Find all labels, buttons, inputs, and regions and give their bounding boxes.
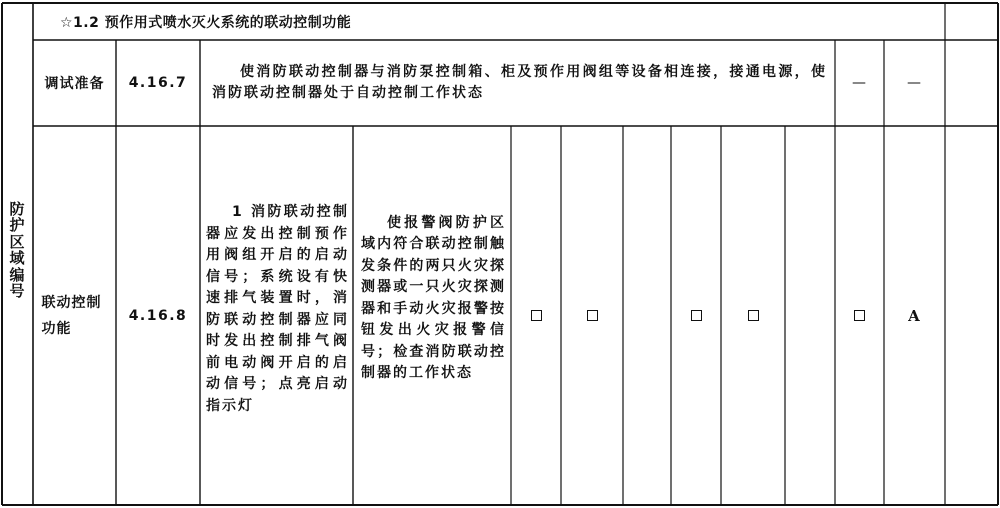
clause-4-16-7: 4.16.7 [128, 75, 188, 91]
section-title: ☆1.2 预作用式喷水灭火系统的联动控制功能 [60, 14, 352, 31]
check-cell-3-empty [623, 126, 671, 505]
item-linkage [33, 126, 116, 505]
side-label [2, 180, 33, 320]
check-cell-4[interactable] [671, 126, 721, 505]
checkbox-1[interactable] [531, 310, 542, 321]
clause-4-16-8: 4.16.8 [128, 307, 188, 324]
checkbox-7[interactable] [854, 310, 865, 321]
check-cell-7[interactable] [835, 126, 884, 505]
requirement-text: 1 消防联动控制器应发出控制预作用阀组开启的启动信号；系统设有快速排气装置时，消防联动控制器应同时发出控制排气阀前电动阀开启的启动信号；点亮启动指示灯 [206, 204, 349, 414]
check-cell-2[interactable] [561, 126, 623, 505]
check-cell-6-empty [785, 126, 835, 505]
grade-cell: A [908, 306, 921, 325]
check-cell-5[interactable] [721, 126, 785, 505]
checkbox-4[interactable] [691, 310, 702, 321]
mark-dash-1: — [852, 75, 867, 91]
requirement-cell [200, 126, 353, 505]
side-label-char-5: 号 [9, 282, 26, 300]
side-label-char-3: 域 [9, 249, 26, 267]
side-label-char-0: 防 [9, 199, 26, 218]
method-cell [353, 126, 511, 505]
method-text: 使报警阀防护区域内符合联动控制触发条件的两只火灾探测器或一只火灾探测器和手动火灾报警按钮发出火灾报警信号；检查消防联动控制器的工作状态 [361, 214, 506, 381]
check-cell-1[interactable] [511, 126, 561, 505]
side-label-char-4: 编 [9, 265, 26, 284]
prepare-content [200, 40, 835, 126]
item-prepare: 调试准备 [44, 76, 105, 92]
mark-dash-2: — [907, 75, 922, 91]
prepare-content-text: 使消防联动控制器与消防泵控制箱、柜及预作用阀组等设备相连接，接通电源，使消防联动控制器处于自动控制工作状态 [212, 63, 827, 101]
side-label-text [9, 201, 25, 300]
item-linkage-text: 联动控制功能 [41, 294, 102, 337]
side-label-char-2: 区 [9, 232, 26, 251]
checkbox-2[interactable] [587, 310, 598, 321]
checkbox-5[interactable] [748, 310, 759, 321]
remark-cell [945, 126, 998, 505]
side-label-char-1: 护 [9, 216, 26, 234]
